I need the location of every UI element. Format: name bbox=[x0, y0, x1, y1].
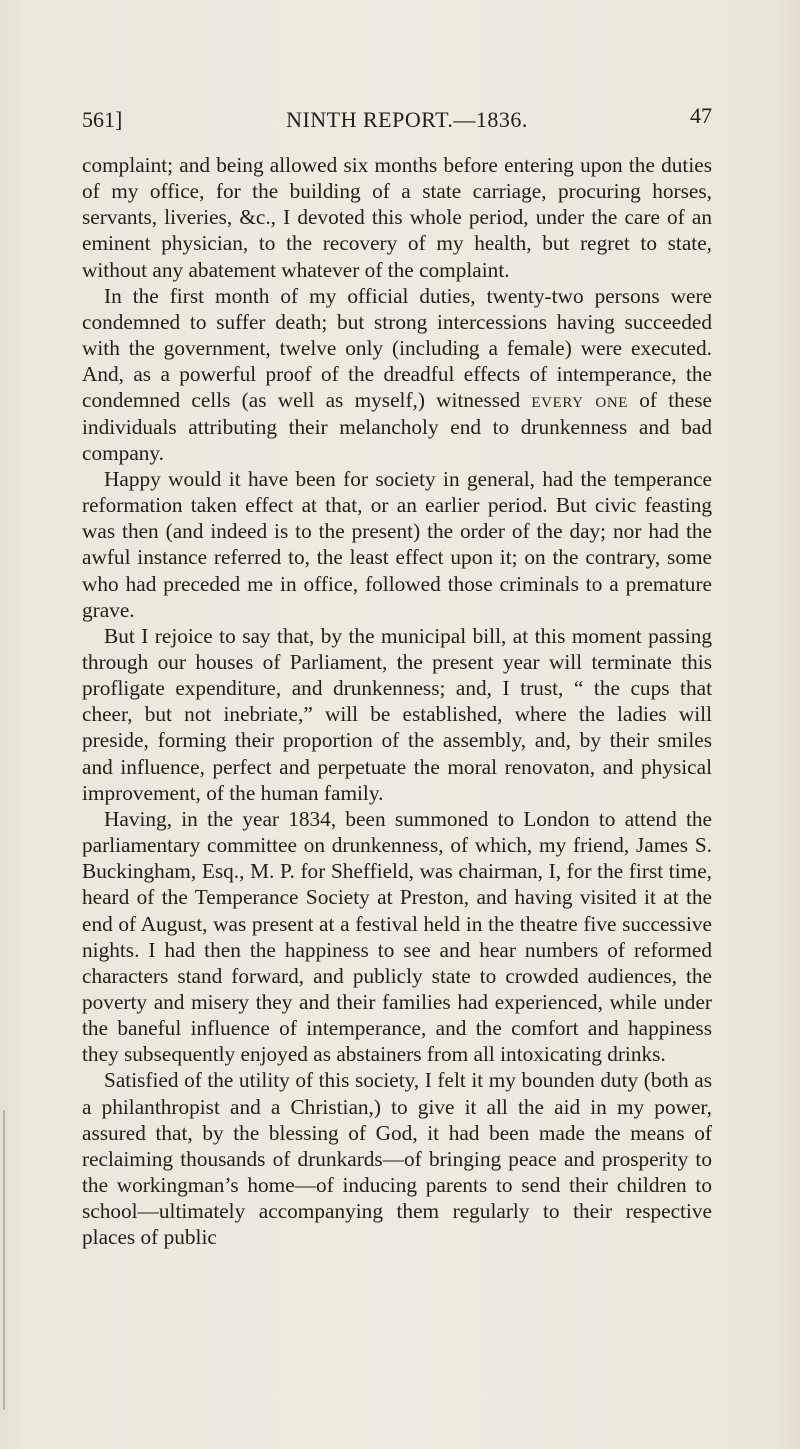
paragraph bbox=[82, 152, 712, 283]
paragraph-text: complaint; and being allowed six months before entering upon the duties of my office, for the building of a state carriage, procuring horses, servants, liveries, &c., I devoted this whole period, under the care of an eminent physician, to the recovery of my health, but regret to state, without any abatement whatever of the complaint. bbox=[82, 153, 712, 282]
paragraph bbox=[82, 1067, 712, 1250]
paragraph-text: In the first month of my official duties, twenty-two persons were condemned to suffer death; but strong intercessions having succeeded with the government, twelve only (including a female) were executed. And, as a powerful proof of the dreadful effects of intemperance, the condemned cells (as well as myself,) witnessed bbox=[82, 283, 712, 413]
paragraph-text: Happy would it have been for society in general, had the temperance reformation taken effect at that, or an earlier period. But civic feasting was then (and indeed is to the present) the order of the day; nor had the awful instance referred to, the least effect upon it; on the contrary, some who had preceded me in office, followed those criminals to a premature grave. bbox=[82, 466, 712, 622]
paragraph bbox=[82, 623, 712, 806]
paragraph-text: Satisfied of the utility of this society, I felt it my bounden duty (both as a philanthropist and a Christian,) to give it all the aid in my power, assured that, by the blessing of God, it had been made the means of reclaiming thousands of drunkards—of bringing peace and prosperity to the workingman’s home—of inducing parents to send their children to school—ultimately accompanying them regularly to their respective places of public bbox=[82, 1068, 712, 1250]
paragraph-text: But I rejoice to say that, by the municipal bill, at this moment passing through our houses of Parliament, the present year will terminate this profligate expenditure, and drunkenness; and, I trust, “ the cups that cheer, but not inebriate,” will be established, where the ladies will preside, forming their proportion of the assembly, and, by their smiles and influence, perfect and perpetuate the moral renovaton, and physical improvement, of the human family. bbox=[82, 623, 712, 805]
paragraph-text: Having, in the year 1834, been summoned to London to attend the parliamentary committee on drunkenness, of which, my friend, James S. Buckingham, Esq., M. P. for Sheffield, was chairman, I, for the first time, heard of the Temperance Society at Preston, and having visited it at the end of August, was present at a festival held in the theatre five successive nights. I had then the happiness to see and hear numbers of reformed characters stand forward, and publicly state to crowded audiences, the poverty and misery they and their families had experienced, while under the baneful influence of intemperance, and the comfort and happiness they subsequently enjoyed as abstainers from all intoxicating drinks. bbox=[82, 806, 712, 1067]
page-edge-shadow bbox=[3, 1110, 5, 1410]
emphasis-text: every one bbox=[531, 388, 629, 413]
paragraph bbox=[82, 806, 712, 1068]
page-header bbox=[82, 103, 712, 139]
page-reference: 561] bbox=[82, 107, 123, 132]
page-number: 47 bbox=[690, 103, 712, 128]
paragraph bbox=[82, 466, 712, 623]
running-title: NINTH REPORT.—1836. bbox=[286, 107, 528, 132]
paragraph bbox=[82, 283, 712, 466]
body-text bbox=[82, 152, 712, 1251]
paragraph-text: of these individuals attributing their melancholy end to drunkenness and bad company. bbox=[82, 388, 712, 465]
